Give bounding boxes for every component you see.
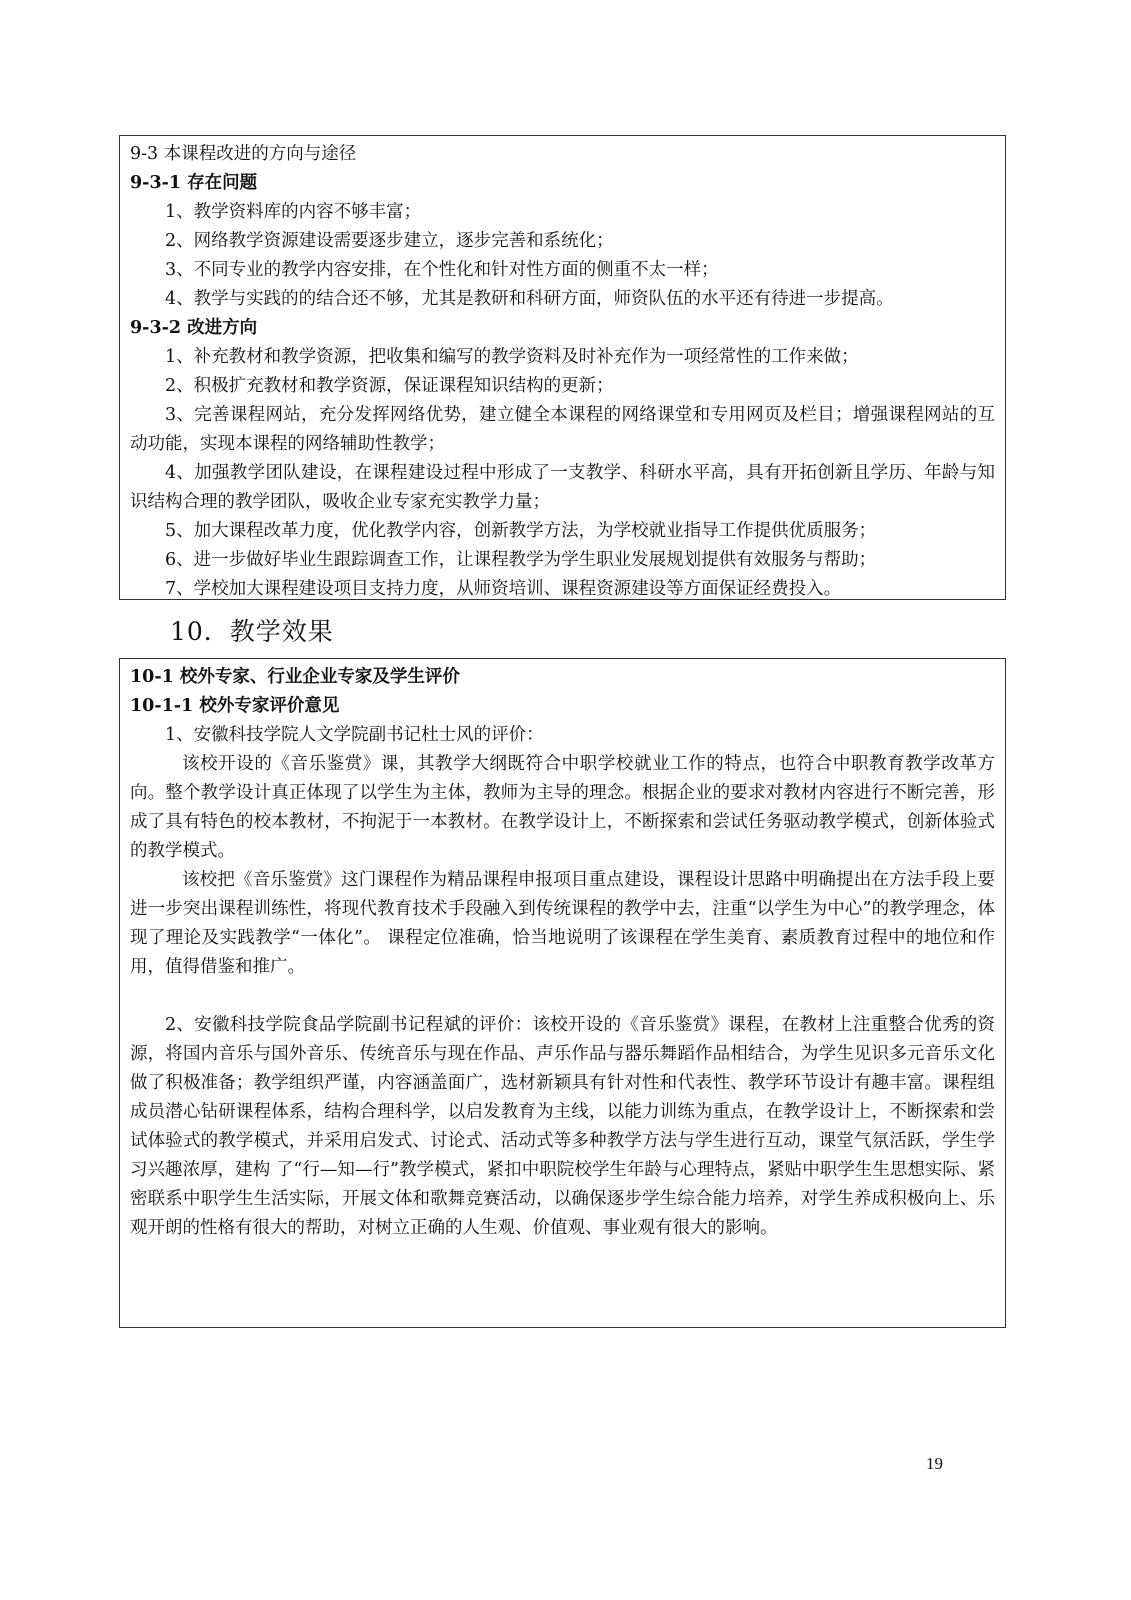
review-1-paragraph-2: 该校把《音乐鉴赏》这门课程作为精品课程申报项目重点建设，课程设计思路中明确提出在方法手段上要进一步突出课程训练性，将现代教育技术手段融入到传统课程的教学中去，注重“以学生为中心”的教学理念，体现了理论及实践教学“一体化”。 课程定位准确，恰当地说明了该课程在学生美育、素质教育过程中的地位和作用，值得借鉴和推广。 <box>130 870 995 977</box>
direction-item: 7、学校加大课程建设项目支持力度，从师资培训、课程资源建设等方面保证经费投入。 <box>165 579 842 599</box>
direction-item: 3、完善课程网站，充分发挥网络优势，建立健全本课程的网络课堂和专用网页及栏目；增强课程网站的互动功能，实现本课程的网络辅助性教学； <box>130 405 995 454</box>
review-1-paragraph-1: 该校开设的《音乐鉴赏》课，其教学大纲既符合中职学校就业工作的特点，也符合中职教育教学改革方向。整个教学设计真正体现了以学生为主体，教师为主导的理念。根据企业的要求对教材内容进行不断完善，形成了具有特色的校本教材，不拘泥于一本教材。在教学设计上，不断探索和尝试任务驱动教学模式，创新体验式的教学模式。 <box>130 754 995 861</box>
problems-heading: 9-3-1 存在问题 <box>130 173 258 193</box>
review-2-paragraph: 2、安徽科技学院食品学院副书记程斌的评价：该校开设的《音乐鉴赏》课程，在教材上注重整合优秀的资源，将国内音乐与国外音乐、传统音乐与现在作品、声乐作品与器乐舞蹈作品相结合，为学生见识多元音乐文化做了积极准备；教学组织严谨，内容涵盖面广，选材新颖具有针对性和代表性、教学环节设计有趣丰富。课程组成员潜心钻研课程体系，结构合理科学，以启发教育为主线，以能力训练为重点，在教学设计上，不断探索和尝试体验式的教学模式，并采用启发式、讨论式、活动式等多种教学方法与学生进行互动，课堂气氛活跃，学生学习兴趣浓厚，建构 了“行—知—行”教学模式，紧扣中职院校学生年龄与心理特点，紧贴中职学生生思想实际、紧密联系中职学生生活实际，开展文体和歌舞竞赛活动，以确保逐步学生综合能力培养，对学生养成积极向上、乐观开朗的性格有很大的帮助，对树立正确的人生观、价值观、事业观有很大的影响。 <box>130 1015 995 1238</box>
spacer <box>130 982 995 1011</box>
direction-item: 5、加大课程改革力度，优化教学内容，创新教学方法，为学校就业指导工作提供优质服务； <box>165 521 877 541</box>
heading-10-1-1: 10-1-1 校外专家评价意见 <box>130 696 340 716</box>
heading-10-1: 10-1 校外专家、行业企业专家及学生评价 <box>130 667 460 687</box>
direction-item: 6、进一步做好毕业生跟踪调查工作，让课程教学为学生职业发展规划提供有效服务与帮助； <box>165 550 877 570</box>
section-9-3-title: 9-3 本课程改进的方向与途径 <box>130 144 357 164</box>
problem-item: 4、教学与实践的的结合还不够，尤其是教研和科研方面，师资队伍的水平还有待进一步提高。 <box>165 289 894 309</box>
direction-item: 2、积极扩充教材和教学资源，保证课程知识结构的更新； <box>165 376 614 396</box>
direction-item: 1、补充教材和教学资源，把收集和编写的教学资料及时补充作为一项经常性的工作来做； <box>165 347 859 367</box>
review-1-intro: 1、安徽科技学院人文学院副书记杜士风的评价： <box>165 725 544 745</box>
problem-item: 2、网络教学资源建设需要逐步建立，逐步完善和系统化； <box>165 231 614 251</box>
direction-item: 4、加强教学团队建设，在课程建设过程中形成了一支教学、科研水平高，具有开拓创新且学历、年龄与知识结构合理的教学团队，吸收企业专家充实教学力量； <box>130 463 995 512</box>
page-number: 19 <box>926 1454 943 1473</box>
section-9-3-box <box>119 135 1006 600</box>
section-10-title: 10．教学效果 <box>170 617 334 646</box>
section-10-box <box>119 658 1006 1328</box>
problem-item: 1、教学资料库的内容不够丰富； <box>165 202 422 222</box>
problem-item: 3、不同专业的教学内容安排，在个性化和针对性方面的侧重不太一样； <box>165 260 719 280</box>
directions-heading: 9-3-2 改进方向 <box>130 318 258 338</box>
